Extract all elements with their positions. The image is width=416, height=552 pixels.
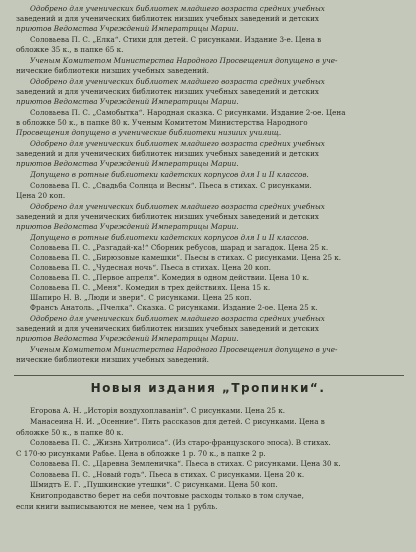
text-line: приютов Ведомства Учреждений Императрицы Марии. <box>16 159 239 168</box>
text-line: Франсъ Анатоль. „Пчелка“. Сказка. С рисунками. Издание 2-ое. Цена 25 к. <box>30 303 318 312</box>
text-line: Ученым Комитетом Министерства Народного Просвещения допущено в уче- <box>30 56 338 65</box>
text-line: Соловьева П. С. „Чудесная ночь“. Пьеса в стихах. Цена 20 коп. <box>30 263 271 272</box>
text-line: Одобрено для ученических библиотек младшего возраста средних учебных <box>30 77 325 86</box>
text-line: Цена 20 коп. <box>16 191 66 200</box>
text-line: Соловьева П. С. „Елка“. Стихи для детей. С рисунками. Издание 3-е. Цена в <box>30 35 322 44</box>
text-line: если книги выписываются не менее, чем на 1 рубль. <box>16 502 218 511</box>
text-line: заведений и для ученических библиотек низших учебных заведений и детских <box>16 212 319 221</box>
text-line: Просвещения допущено в ученические библиотеки низших училищ. <box>16 128 282 137</box>
text-line: Одобрено для ученических библиотек младшего возраста средних учебных <box>30 314 325 323</box>
divider <box>14 375 404 376</box>
text-line: заведений и для ученических библиотек низших учебных заведений и детских <box>16 14 319 23</box>
text-line: Книгопродавство берет на себя почтовые расходы только в том случае, <box>30 491 304 500</box>
text-line: С 170-ю рисунками Рабье. Цена в обложке 1 р. 70 к., в папке 2 р. <box>16 449 266 458</box>
text-line: Соловьева П. С. „Свадьба Солнца и Весны“. Пьеса в стихах. С рисунками. <box>30 181 312 190</box>
section-heading: Новыя издания „Тропинки“. <box>90 381 326 395</box>
text-line: заведений и для ученических библиотек низших учебных заведений и детских <box>16 324 319 333</box>
text-line: Шмидтъ Е. Г. „Пушкинские утешки“. С рисунками. Цена 50 коп. <box>30 480 278 489</box>
text-line: обложке 35 к., в папке 65 к. <box>16 45 124 54</box>
text-line: Манасеина Н. И. „Осенние“. Пять рассказов для детей. С рисунками. Цена в <box>30 417 325 426</box>
text-line: обложке 50 к., в папке 80 к. <box>16 428 124 437</box>
text-line: Соловьева П. С. „Бирюзовые камешки“. Пьесы в стихах. С рисунками. Цена 25 к. <box>30 253 342 262</box>
text-line: Допущено в ротные библиотеки кадетских корпусов для I и II классов. <box>30 233 309 242</box>
text-line: Соловьева П. С. „Разгадай-ка!“ Сборник ребусов, шарад и загадок. Цена 25 к. <box>30 243 329 252</box>
text-line: приютов Ведомства Учреждений Императрицы Марии. <box>16 334 239 343</box>
text-line: Соловьева П. С. „Самобытка“. Народная сказка. С рисунками. Издание 2-ое. Цена <box>30 108 346 117</box>
text-line: Одобрено для ученических библиотек младшего возраста средних учебных <box>30 4 325 13</box>
text-line: Ученым Комитетом Министерства Народного Просвещения допущено в уче- <box>30 345 338 354</box>
text-line: приютов Ведомства Учреждений Императрицы Марии. <box>16 24 239 33</box>
text-line: в обложке 50 к., в папке 80 к. Ученым Комитетом Министерства Народного <box>16 118 308 127</box>
text-line: приютов Ведомства Учреждений Императрицы Марии. <box>16 222 239 231</box>
text-line: заведений и для ученических библиотек низших учебных заведений и детских <box>16 87 319 96</box>
text-line: Соловьева П. С. „Меня“. Комедия в трех действиях. Цена 15 к. <box>30 283 271 292</box>
text-line: Егорова А. Н. „Исторiя воздухоплаванiя“. С рисунками. Цена 25 к. <box>30 406 285 415</box>
text-line: нические библиотеки низших учебных заведений. <box>16 66 209 75</box>
text-line: Допущено в ротные библиотеки кадетских корпусов для I и II классов. <box>30 170 309 179</box>
text-line: Соловьева П. С. „Новый годъ“. Пьеса в стихах. С рисунками. Цена 20 к. <box>30 470 305 479</box>
text-line: нические библиотеки низших учебных заведений. <box>16 355 209 364</box>
text-line: заведений и для ученических библиотек низших учебных заведений и детских <box>16 149 319 158</box>
text-line: Шапиро Н. В. „Люди и звери“. С рисунками. Цена 25 коп. <box>30 293 252 302</box>
text-line: Одобрено для ученических библиотек младшего возраста средних учебных <box>30 202 325 211</box>
text-line: приютов Ведомства Учреждений Императрицы Марии. <box>16 97 239 106</box>
text-line: Соловьева П. С. „Жизнь Хитролиса“. (Из старо-французского эпоса). В стихах. <box>30 438 331 447</box>
text-line: Соловьева П. С. „Первое апреля“. Комедия в одном действии. Цена 10 к. <box>30 273 310 282</box>
text-line: Одобрено для ученических библиотек младшего возраста средних учебных <box>30 139 325 148</box>
text-line: Соловьева П. С. „Царевна Земленичка“. Пьеса в стихах. С рисунками. Цена 30 к. <box>30 459 341 468</box>
